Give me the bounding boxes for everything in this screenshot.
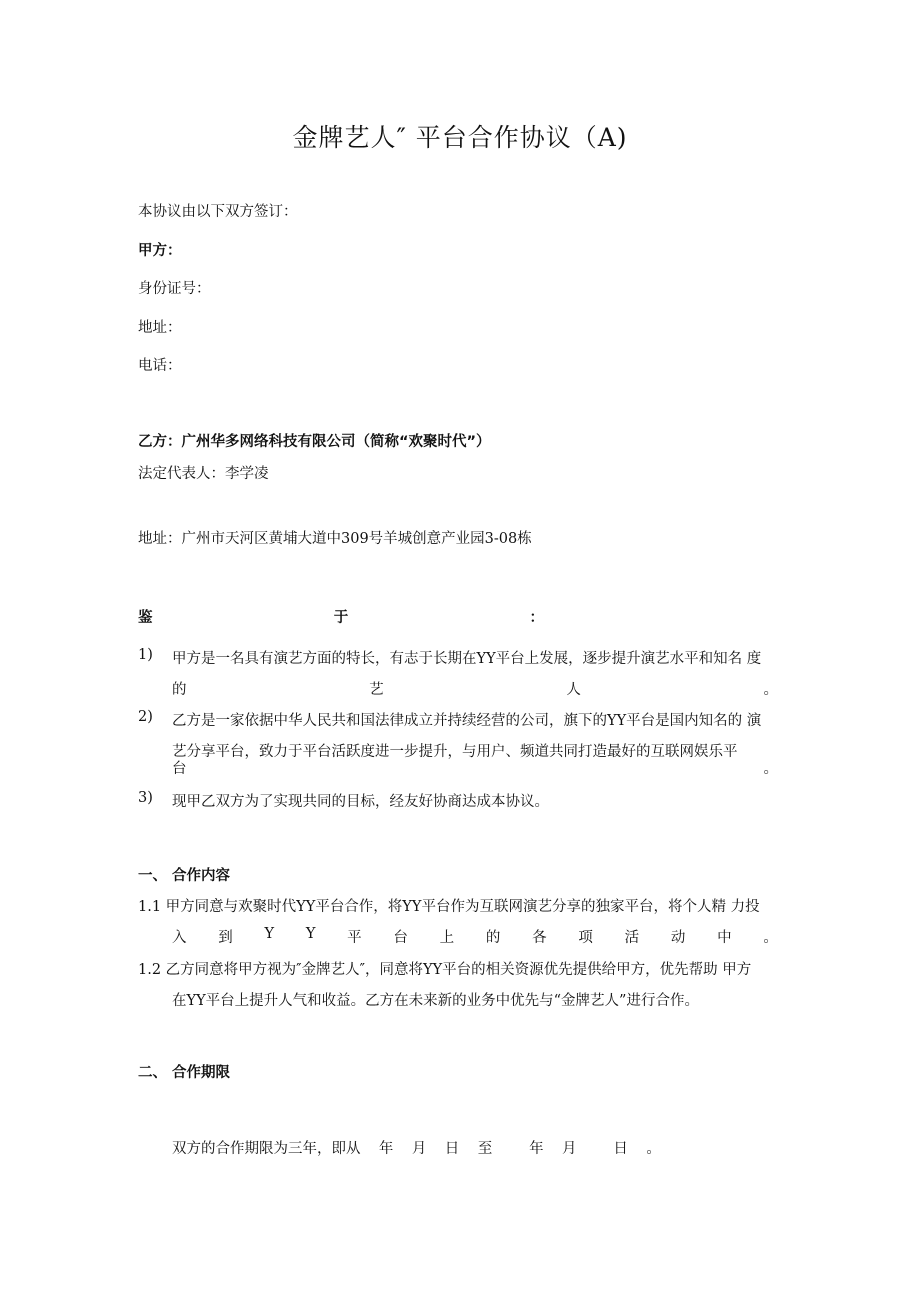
whereas-item-2-line2: 艺分享平台，致力于平台活跃度进一步提升，与用户、频道共同打造最好的互联网娱乐平 bbox=[172, 744, 738, 760]
justified-char: 入 bbox=[172, 930, 187, 946]
section-1-heading: 一、 合作内容 bbox=[138, 868, 231, 884]
justified-char: Y bbox=[305, 926, 316, 942]
justified-char: 动 bbox=[670, 930, 686, 946]
clause-1-2-line1: 1.2 乙方同意将甲方视为″金牌艺人″，同意将YY平台的相关资源优先提供给甲方，优先帮助 甲方 bbox=[138, 962, 752, 978]
whereas-char: ： bbox=[529, 610, 544, 626]
justified-char: 各 bbox=[532, 930, 547, 946]
justified-char: 中 bbox=[717, 930, 732, 946]
intro-text: 本协议由以下双方签订： bbox=[138, 204, 298, 220]
clause-1-1-line1: 1.1 甲方同意与欢聚时代YY平台合作，将YY平台作为互联网演艺分享的独家平台，将个人精 力投 bbox=[138, 899, 760, 915]
whereas-item-1-number: 1) bbox=[138, 647, 153, 663]
whereas-char: 于 bbox=[333, 610, 349, 626]
justified-char: 到 bbox=[218, 930, 233, 946]
party-b-address: 地址：广州市天河区黄埔大道中309号羊城创意产业园3-08栋 bbox=[138, 531, 532, 547]
justified-char: 的 bbox=[485, 930, 501, 946]
justified-char: 活 bbox=[624, 930, 640, 946]
whereas-item-1-line2 bbox=[172, 678, 778, 699]
justified-char: 艺 bbox=[369, 682, 384, 698]
justified-char: 项 bbox=[578, 930, 593, 946]
whereas-item-2-number: 2) bbox=[138, 709, 153, 725]
clause-1-1-line2 bbox=[172, 926, 778, 947]
whereas-item-2-line1: 乙方是一家依据中华人民共和国法律成立并持续经营的公司，旗下的YY平台是国内知名的 演 bbox=[172, 713, 762, 729]
cooperation-term-text: 双方的合作期限为三年，即从 年 月 日 至 年 月 日 。 bbox=[172, 1141, 661, 1157]
justified-char: 台 bbox=[393, 930, 408, 946]
party-a-id-label: 身份证号： bbox=[138, 281, 211, 297]
justified-char: Y bbox=[264, 926, 275, 942]
clause-1-2-line2: 在YY平台上提升人气和收益。乙方在未来新的业务中优先与“金牌艺人”进行合作。 bbox=[172, 993, 699, 1009]
justified-char: 平 bbox=[347, 930, 362, 946]
justified-char: 台 bbox=[172, 761, 187, 777]
justified-char: 。 bbox=[763, 930, 778, 946]
party-b-heading: 乙方：广州华多网络科技有限公司（简称“欢聚时代”） bbox=[138, 434, 491, 450]
justified-char: 。 bbox=[763, 761, 778, 777]
party-a-heading: 甲方： bbox=[138, 243, 182, 259]
party-a-phone-label: 电话： bbox=[138, 358, 182, 374]
document-title: 金牌艺人″ 平台合作协议（A) bbox=[292, 123, 628, 152]
whereas-char: 鉴 bbox=[138, 610, 153, 626]
party-a-address-label: 地址： bbox=[138, 320, 182, 336]
whereas-item-2-line3 bbox=[172, 757, 778, 778]
justified-char: 上 bbox=[439, 930, 455, 946]
party-b-legal-rep: 法定代表人：李学凌 bbox=[138, 466, 269, 482]
whereas-item-3-line1: 现甲乙双方为了实现共同的目标，经友好协商达成本协议。 bbox=[172, 794, 549, 810]
justified-char: 。 bbox=[763, 682, 778, 698]
section-2-heading: 二、 合作期限 bbox=[138, 1065, 231, 1081]
whereas-item-3-number: 3) bbox=[138, 790, 153, 806]
whereas-item-1-line1: 甲方是一名具有演艺方面的特长，有志于长期在YY平台上发展，逐步提升演艺水平和知名 度 bbox=[172, 651, 762, 667]
justified-char: 人 bbox=[566, 682, 581, 698]
justified-char: 的 bbox=[172, 682, 187, 698]
whereas-heading bbox=[138, 606, 544, 627]
